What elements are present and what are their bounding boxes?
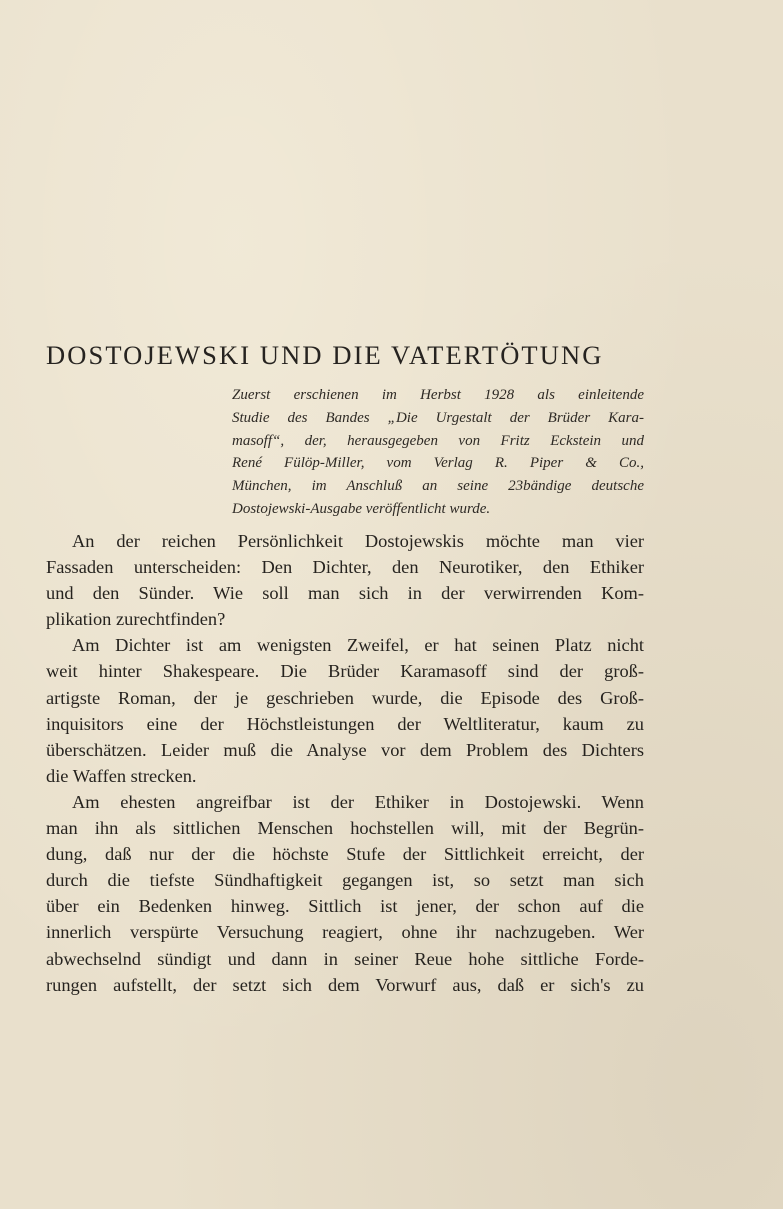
note-line: masoff“, der, herausgegeben von Fritz Eckstein und	[232, 432, 644, 449]
note-line: Dostojewski-Ausgabe veröffentlicht wurde.	[232, 500, 491, 517]
note-line: München, im Anschluß an seine 23bändige deutsche	[232, 478, 644, 495]
text-line: weit hinter Shakespeare. Die Brüder Karamasoff sind der groß-	[46, 661, 644, 682]
text-line: plikation zurechtfinden?	[46, 609, 226, 630]
body-text	[46, 528, 644, 998]
text-line: abwechselnd sündigt und dann in seiner Reue hohe sittliche Forde-	[46, 948, 644, 969]
text-line: dung, daß nur der die höchste Stufe der Sittlichkeit erreicht, der	[46, 844, 644, 865]
note-line: Studie des Bandes „Die Urgestalt der Brüder Kara-	[232, 409, 644, 426]
text-line: artigste Roman, der je geschrieben wurde, die Episode des Groß-	[46, 687, 644, 708]
text-line: über ein Bedenken hinweg. Sittlich ist jener, der schon auf die	[46, 896, 644, 917]
note-line: Zuerst erschienen im Herbst 1928 als einleitende	[232, 387, 644, 403]
text-line: Am ehesten angreifbar ist der Ethiker in Dostojewski. Wenn	[72, 791, 644, 812]
text-line: und den Sünder. Wie soll man sich in der verwirrenden Kom-	[46, 583, 644, 604]
text-line: die Waffen strecken.	[46, 765, 197, 786]
text-line: innerlich verspürte Versuchung reagiert, ohne ihr nachzugeben. Wer	[46, 922, 644, 943]
text-line: man ihn als sittlichen Menschen hochstellen will, mit der Begrün-	[46, 818, 644, 839]
text-line: überschätzen. Leider muß die Analyse vor dem Problem des Dichters	[46, 739, 644, 760]
publication-note	[232, 384, 644, 521]
note-line: René Fülöp-Miller, vom Verlag R. Piper & Co.,	[232, 455, 644, 472]
text-line: Fassaden unterscheiden: Den Dichter, den Neurotiker, den Ethiker	[46, 557, 644, 578]
text-line: durch die tiefste Sündhaftigkeit gegangen ist, so setzt man sich	[46, 870, 644, 891]
text-line: rungen aufstellt, der setzt sich dem Vorwurf aus, daß er sich's zu	[46, 974, 644, 995]
text-line: Am Dichter ist am wenigsten Zweifel, er hat seinen Platz nicht	[72, 635, 644, 656]
chapter-title: DOSTOJEWSKI UND DIE VATERTÖTUNG	[46, 340, 604, 370]
text-line: An der reichen Persönlichkeit Dostojewskis möchte man vier	[72, 531, 644, 551]
text-line: inquisitors eine der Höchstleistungen der Weltliteratur, kaum zu	[46, 713, 644, 734]
